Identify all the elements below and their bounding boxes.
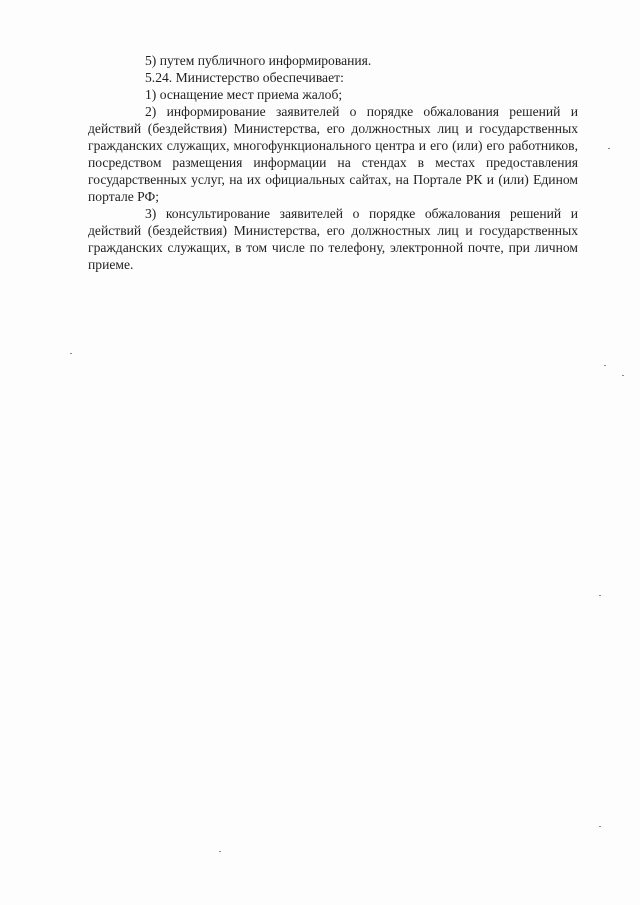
scan-speck: [622, 375, 624, 376]
document-body: [88, 52, 578, 273]
paragraph-item-2: 2) информирование заявителей о порядке обжалования решений и действий (бездействия) Министерства, его должностных лиц и государственных гражданских служащих, многофункционального центра и его (или) его работников, посредством размещения информации на стендах в местах предоставления государственных услуг, на их официальных сайтах, на Портале РК и (или) Едином портале РФ;: [88, 104, 578, 204]
scan-speck: [599, 826, 601, 827]
paragraph-section-5-24: 5.24. Министерство обеспечивает:: [145, 70, 344, 85]
scan-speck: [599, 595, 601, 596]
paragraph-public-information: 5) путем публичного информирования.: [145, 53, 372, 68]
scan-speck: [70, 353, 72, 354]
scan-speck: [608, 148, 610, 149]
paragraph-item-1: 1) оснащение мест приема жалоб;: [145, 87, 343, 102]
scan-speck: [604, 365, 606, 366]
scan-speck: [219, 851, 221, 852]
paragraph-item-3: 3) консультирование заявителей о порядке обжалования решений и действий (бездействия) Министерства, его должностных лиц и государственных гражданских служащих, в том числе по телефону, электронной почте, при личном приеме.: [88, 206, 578, 272]
